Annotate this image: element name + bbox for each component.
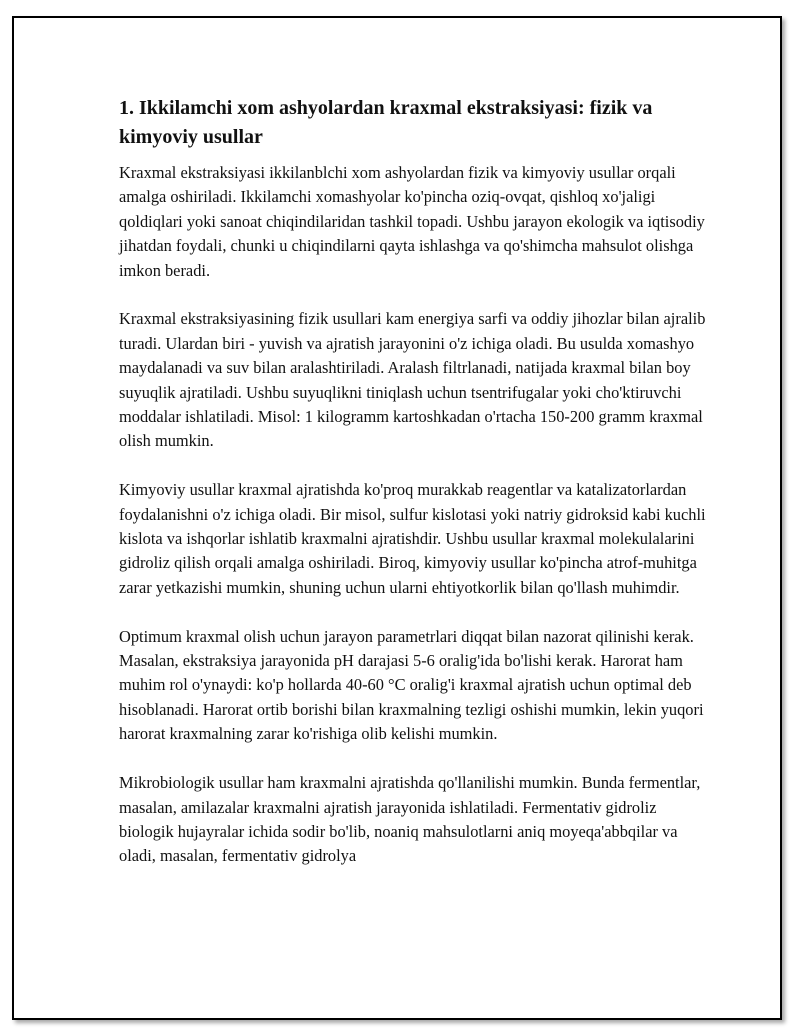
paragraph-process-parameters: Optimum kraxmal olish uchun jarayon parametrlari diqqat bilan nazorat qilinishi kerak. Masalan, ekstraksiya jarayonida pH darajasi 5-6 oralig'ida bo'lishi kerak. Harorat ham muhim rol o'ynaydi: ko'p hollarda 40-60 °C oralig'i kraxmal ajratish uchun optimal deb hisoblanadi. Harorat ortib borishi bilan kraxmalning tezligi oshishi mumkin, lekin yuqori harorat kraxmalning zarar ko'rishiga olib kelishi mumkin. <box>119 626 704 744</box>
document-content <box>119 94 709 893</box>
paragraph-intro: Kraxmal ekstraksiyasi ikkilanblchi xom ashyolardan fizik va kimyoviy usullar orqali amalga oshiriladi. Ikkilamchi xomashyolar ko'pincha oziq-ovqat, qishloq xo'jaligi qoldiqlari yoki sanoat chiqindilaridan tashkil topadi. Ushbu jarayon ekologik va iqtisodiy jihatdan foydali, chunki u chiqindilarni qayta ishlashga va qo'shimcha mahsulot olishga imkon beradi. <box>119 163 705 280</box>
paragraph-microbiological-methods: Mikrobiologik usullar ham kraxmalni ajratishda qo'llanilishi mumkin. Bunda fermentlar, masalan, amilazalar kraxmalni ajratish jarayonida ishlatiladi. Fermentativ gidroliz biologik hujayralar ichida sodir bo'lib, noaniq mahsulotlarni aniq moyeqa'abbqilar va oladi, masalan, fermentativ gidrolya <box>119 773 701 866</box>
paragraph-physical-methods: Kraxmal ekstraksiyasining fizik usullari kam energiya sarfi va oddiy jihozlar bilan ajralib turadi. Ulardan biri - yuvish va ajratish jarayonini o'z ichiga oladi. Bu usulda xomashyo maydalanadi va suv bilan aralashtiriladi. Aralash filtrlanadi, natijada kraxmal bilan boy suyuqlik ajratiladi. Ushbu suyuqlikni tiniqlash uchun tsentrifugalar yoki cho'ktiruvchi moddalar ishlatiladi. Misol: 1 kilogramm kartoshkadan o'rtacha 150-200 gramm kraxmal olish mumkin. <box>119 309 706 451</box>
section-heading: 1. Ikkilamchi xom ashyolardan kraxmal ekstraksiyasi: fizik va kimyoviy usullar <box>119 97 653 148</box>
paragraph-chemical-methods: Kimyoviy usullar kraxmal ajratishda ko'proq murakkab reagentlar va katalizatorlardan foydalanishni o'z ichiga oladi. Bir misol, sulfur kislotasi yoki natriy gidroksid kabi kuchli kislota va ishqorlar ishlatib kraxmalni ajratishdir. Ushbu usullar kraxmal molekulalarini gidroliz qilish orqali amalga oshiriladi. Biroq, kimyoviy usullar ko'pincha atrof-muhitga zarar yetkazishi mumkin, shuning uchun ularni ehtiyotkorlik bilan qo'llash muhimdir. <box>119 480 706 597</box>
document-page <box>12 16 782 1020</box>
